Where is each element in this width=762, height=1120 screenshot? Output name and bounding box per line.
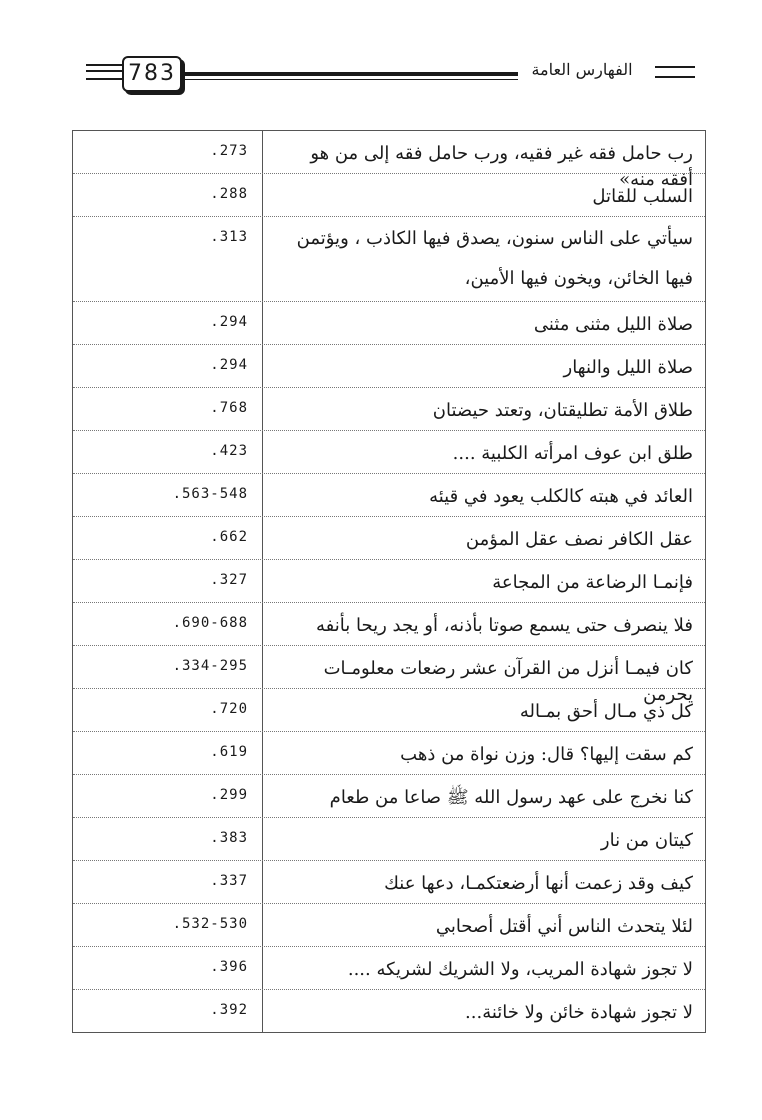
text-cell: كيتان من نار xyxy=(600,830,693,851)
text-cell: عقل الكافر نصف عقل المؤمن xyxy=(465,529,693,550)
text-cell: صلاة الليل مثنى مثنى xyxy=(533,314,693,335)
ref-cell: .662 xyxy=(73,517,263,559)
ref-cell: .313 xyxy=(73,217,263,301)
text-cell: طلاق الأمة تطليقتان، وتعتد حيضتان xyxy=(432,400,693,421)
text-cell: كم سقت إليها؟ قال: وزن نواة من ذهب xyxy=(400,744,693,765)
page-header xyxy=(0,0,762,110)
table-row xyxy=(73,646,705,705)
table-row xyxy=(73,818,705,861)
ref-cell: .768 xyxy=(73,388,263,430)
ref-cell: .294 xyxy=(73,302,263,344)
table-row xyxy=(73,861,705,904)
ref-cell: .334-295 xyxy=(73,646,263,688)
text-cell: صلاة الليل والنهار xyxy=(563,357,693,378)
header-rule-thin xyxy=(180,79,518,80)
text-cell: لا تجوز شهادة المريب، ولا الشريك لشريكه .... xyxy=(347,959,693,980)
text-cell: كيف وقد زعمت أنها أرضعتكمـا، دعها عنك xyxy=(384,873,693,894)
ref-cell: .337 xyxy=(73,861,263,903)
ref-cell: .690-688 xyxy=(73,603,263,645)
table-row xyxy=(73,904,705,947)
index-table xyxy=(72,130,706,1033)
table-row xyxy=(73,732,705,775)
ref-cell: .383 xyxy=(73,818,263,860)
table-row xyxy=(73,174,705,217)
table-row xyxy=(73,388,705,431)
table-row xyxy=(73,131,705,190)
page-number: 783 xyxy=(122,56,182,92)
ref-cell: .327 xyxy=(73,560,263,602)
text-cell: السلب للقاتل xyxy=(592,186,693,207)
table-row xyxy=(73,689,705,732)
ref-cell: .619 xyxy=(73,732,263,774)
header-right-ornament xyxy=(655,66,695,78)
table-row xyxy=(73,775,705,818)
text-cell: العائد في هبته كالكلب يعود في قيئه xyxy=(429,486,693,507)
table-row xyxy=(73,947,705,990)
running-title: الفهارس العامة xyxy=(531,60,633,79)
text-cell: كل ذي مـال أحق بمـاله xyxy=(519,701,693,722)
ref-cell: .288 xyxy=(73,174,263,216)
text-cell: طلق ابن عوف امرأته الكلبية .... xyxy=(452,443,693,464)
header-left-ornament xyxy=(86,64,122,80)
ref-cell: .532-530 xyxy=(73,904,263,946)
text-cell: فإنمـا الرضاعة من المجاعة xyxy=(492,572,693,593)
table-row xyxy=(73,603,705,646)
ref-cell: .273 xyxy=(73,131,263,173)
table-row xyxy=(73,560,705,603)
table-row xyxy=(73,217,705,302)
ref-cell: .299 xyxy=(73,775,263,817)
text-cell: فلا ينصرف حتى يسمع صوتا بأذنه، أو يجد ريحا بأنفه xyxy=(316,615,693,636)
text-cell: لئلا يتحدث الناس أني أقتل أصحابي xyxy=(435,916,693,937)
table-row xyxy=(73,345,705,388)
ref-cell: .392 xyxy=(73,990,263,1032)
table-row xyxy=(73,474,705,517)
text-cell: كان فيمـا أنزل من القرآن عشر رضعات معلومـات يحرمن xyxy=(323,658,693,705)
text-cell: رب حامل فقه غير فقيه، ورب حامل فقه إلى من هو أفقه منه» xyxy=(310,143,693,190)
ref-cell: .294 xyxy=(73,345,263,387)
ref-cell: .423 xyxy=(73,431,263,473)
table-row xyxy=(73,990,705,1033)
table-row xyxy=(73,431,705,474)
ref-cell: .563-548 xyxy=(73,474,263,516)
table-row xyxy=(73,517,705,560)
header-rule xyxy=(180,72,518,76)
table-row xyxy=(73,302,705,345)
ref-cell: .720 xyxy=(73,689,263,731)
text-cell: كنا نخرج على عهد رسول الله ﷺ صاعا من طعام xyxy=(329,787,693,808)
ref-cell: .396 xyxy=(73,947,263,989)
text-cell: سيأتي على الناس سنون، يصدق فيها الكاذب ، ويؤتمن فيها الخائن، ويخون فيها الأمين، xyxy=(296,228,693,289)
text-cell: لا تجوز شهادة خائن ولا خائنة... xyxy=(465,1002,693,1023)
